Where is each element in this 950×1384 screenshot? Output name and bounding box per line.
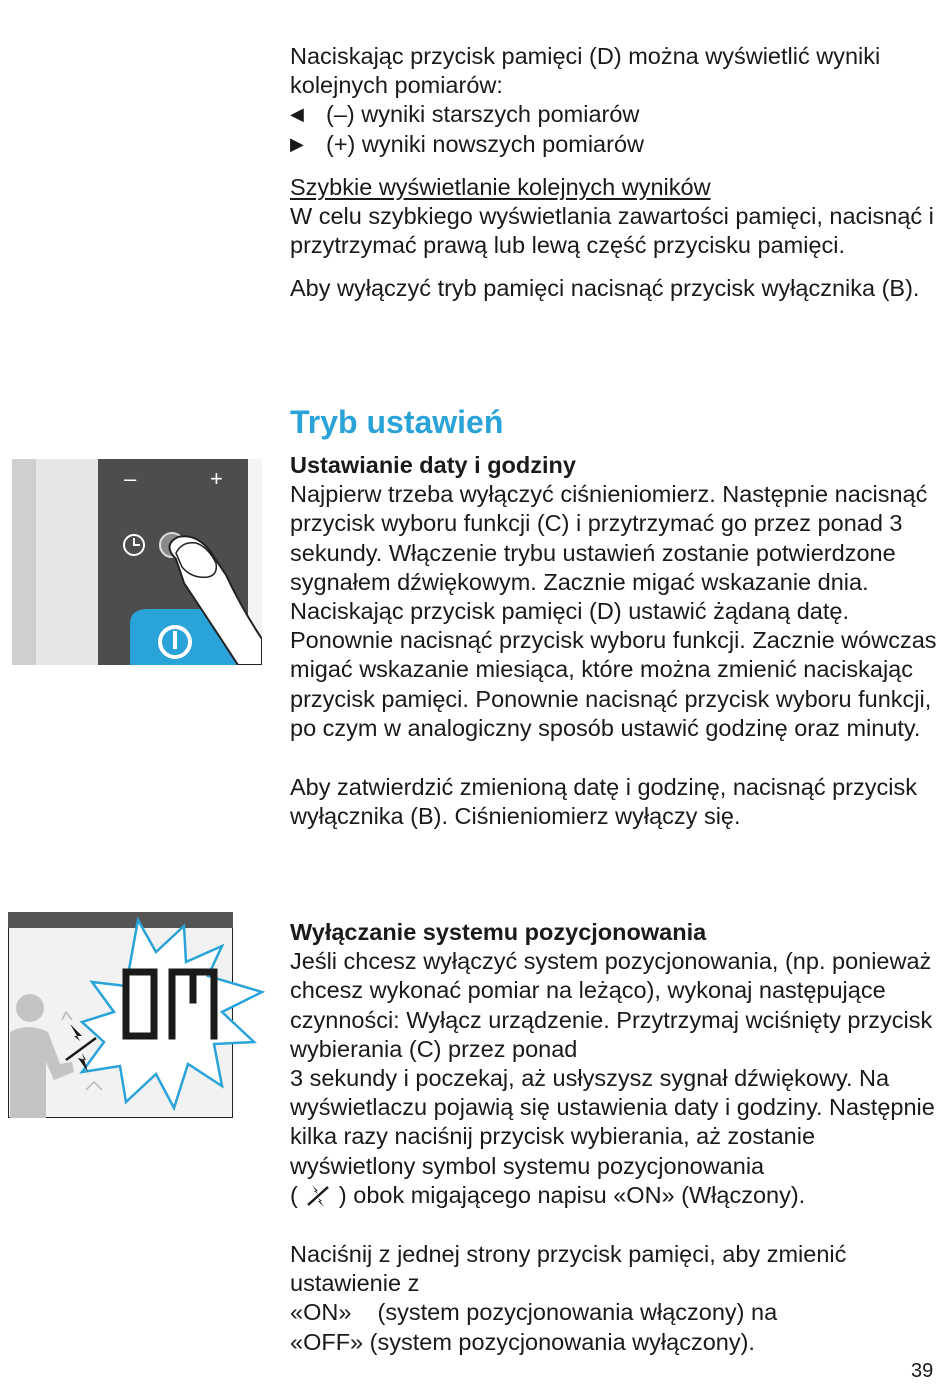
plus-label: + (210, 466, 223, 491)
positioning-text-4: Naciśnij z jednej strony przycisk pamięci, aby zmienić ustawienie z (290, 1241, 847, 1297)
list-item (290, 100, 940, 129)
on-display-illustration (8, 912, 270, 1120)
fast-text: W celu szybkiego wyświetlania zawartości pamięci, nacisnąć i przytrzymać prawą lub lewą część przycisku pamięci. (290, 203, 934, 259)
positioning-heading: Wyłączanie systemu pozycjonowania (290, 919, 707, 945)
device-button-illustration (12, 459, 262, 665)
page-number: 39 (911, 1360, 934, 1382)
newer-results-text: (+) wyniki nowszych pomiarów (326, 130, 644, 157)
off-line: «OFF» (system pozycjonowania wyłączony). (290, 1328, 755, 1355)
date-text: Najpierw trzeba wyłączyć ciśnieniomierz. Następnie nacisnąć przycisk wyboru funkcji (C) i przytrzymać go przez ponad 3 sekundy. Włączenie trybu ustawień zostanie potwierdzone sygnałem dźwiękowym. Zacznie migać wskazanie dnia. Naciskając przycisk pamięci (D) ustawić żądaną datę. Ponownie nacisnąć przycisk wyboru funkcji. Zacznie wówczas migać wskazanie miesiąca, które można zmienić naciskając przycisk pamięci. Ponownie nacisnąć przycisk wyboru funkcji, po czym w analogiczny sposób ustawić godzinę oraz minuty. (290, 481, 937, 741)
positioning-section (290, 918, 940, 1357)
older-results-text: (–) wyniki starszych pomiarów (326, 101, 640, 128)
page-title: Tryb ustawień (290, 404, 504, 440)
positioning-icon (304, 1183, 332, 1209)
positioning-text-3: ( ) obok migającego napisu «ON» (Włączony). (290, 1181, 806, 1208)
left-arrow-icon: ◀ (290, 104, 304, 125)
list-item (290, 130, 940, 159)
fast-heading: Szybkie wyświetlanie kolejnych wyników (290, 173, 711, 200)
confirm-text: Aby zatwierdzić zmienioną datę i godzinę, nacisnąć przycisk wyłącznika (B). Ciśnieniomierz wyłączy się. (290, 774, 917, 830)
on-line: «ON» (system pozycjonowania włączony) na (290, 1299, 778, 1326)
memory-intro: Naciskając przycisk pamięci (D) można wyświetlić wyniki kolejnych pomiarów: (290, 43, 881, 99)
right-arrow-icon: ▶ (290, 133, 304, 154)
positioning-text-2: 3 sekundy i poczekaj, aż usłyszysz sygnał dźwiękowy. Na wyświetlaczu pojawią się ustawienia daty i godziny. Następnie kilka razy naciśnij przycisk wybierania, aż zostanie wyświetlony symbol systemu pozycjonowania (290, 1065, 935, 1179)
positioning-text-1: Jeśli chcesz wyłączyć system pozycjonowania, (np. ponieważ chcesz wykonać pomiar na leżąco), wykonaj następujące czynności: Wyłącz urządzenie. Przytrzymaj wciśnięty przycisk wybierania (C) przez ponad (290, 948, 933, 1062)
date-heading: Ustawianie daty i godziny (290, 452, 576, 478)
memory-off-text: Aby wyłączyć tryb pamięci nacisnąć przycisk wyłącznika (B). (290, 275, 920, 302)
memory-section (290, 42, 940, 304)
date-section (290, 451, 940, 831)
minus-label: – (124, 466, 137, 491)
